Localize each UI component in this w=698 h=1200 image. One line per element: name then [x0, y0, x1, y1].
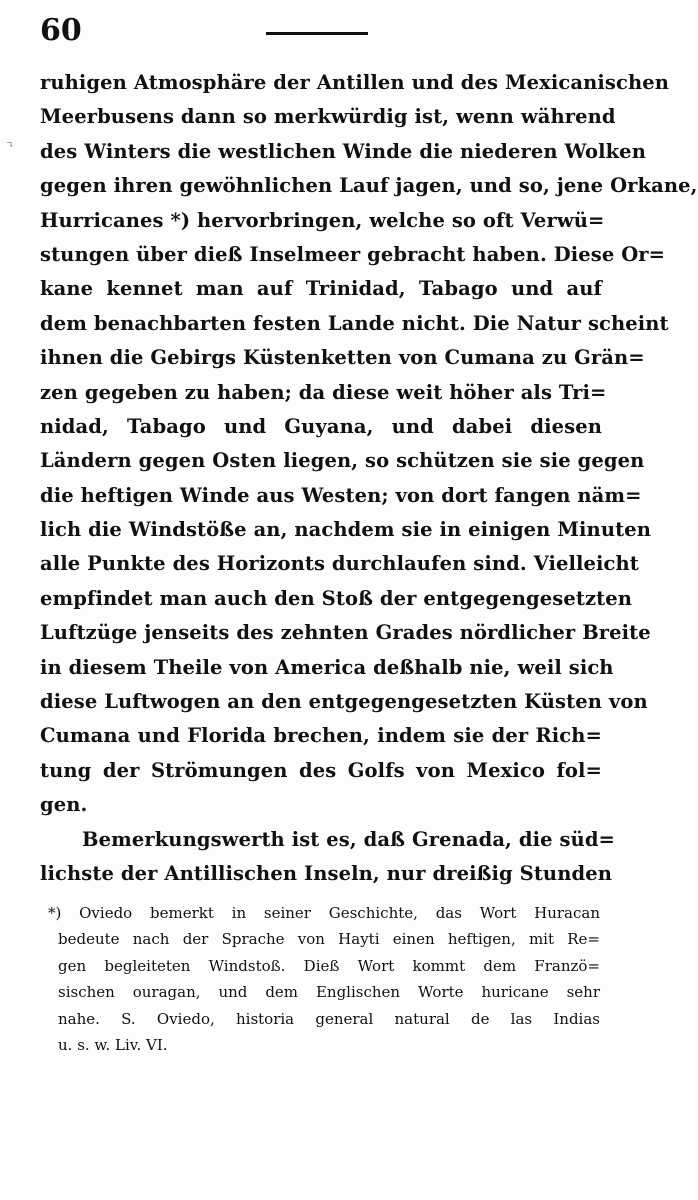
text-line: kane kennet man auf Trinidad, Tabago und auf — [40, 277, 602, 301]
text-line: diese Luftwogen an den entgegengesetzten Küsten von — [40, 690, 648, 714]
text-line: die heftigen Winde aus Westen; von dort fangen näm= — [40, 483, 642, 507]
main-text — [40, 66, 698, 891]
text-line: nidad, Tabago und Guyana, und dabei diesen — [40, 414, 602, 438]
text-line: dem benachbarten festen Lande nicht. Die Natur scheint — [40, 311, 669, 335]
text-line: stungen über dieß Inselmeer gebracht haben. Diese Or= — [40, 242, 666, 266]
text-line: Ländern gegen Osten liegen, so schützen sie sie gegen — [40, 449, 645, 473]
page-header — [40, 12, 600, 52]
text-line: empfindet man auch den Stoß der entgegengesetzten — [40, 586, 633, 610]
text-line: tung der Strömungen des Golfs von Mexico fol= — [40, 758, 602, 782]
footnote-line: u. s. w. Liv. VI. — [58, 1035, 168, 1054]
text-line: lich die Windstöße an, nachdem sie in einigen Minuten — [40, 518, 651, 542]
text-line: Cumana und Florida brechen, indem sie der Rich= — [40, 724, 602, 748]
footnote-line: bedeute nach der Sprache von Hayti einen heftigen, mit Re= — [58, 930, 600, 949]
margin-mark: ↴ — [6, 140, 15, 151]
text-line: des Winters die westlichen Winde die niederen Wolken — [40, 139, 646, 163]
footnote — [48, 900, 600, 1058]
footnote-line: *) Oviedo bemerkt in seiner Geschichte, das Wort Huracan — [48, 904, 600, 922]
text-line: lichste der Antillischen Inseln, nur dreißig Stunden — [40, 861, 612, 885]
text-line: gen. — [40, 793, 88, 817]
text-line: gegen ihren gewöhnlichen Lauf jagen, und so, jene Orkane, — [40, 174, 698, 198]
footnote-line: sischen ouragan, und dem Englischen Worte huricane sehr — [58, 983, 600, 1002]
text-line: zen gegeben zu haben; da diese weit höher als Tri= — [40, 380, 607, 404]
footnote-line: gen begleiteten Windstoß. Dieß Wort kommt dem Franzö= — [58, 956, 600, 975]
text-line: Hurricanes *) hervorbringen, welche so oft Verwü= — [40, 208, 605, 232]
paragraph-start-line: Bemerkungswerth ist es, daß Grenada, die süd= — [82, 827, 615, 851]
footnote-line: nahe. S. Oviedo, historia general natural de las Indias — [58, 1009, 600, 1028]
text-line: ruhigen Atmosphäre der Antillen und des Mexicanischen — [40, 71, 670, 94]
header-rule — [266, 32, 368, 35]
page-number: 60 — [40, 13, 82, 48]
text-line: Luftzüge jenseits des zehnten Grades nördlicher Breite — [40, 621, 651, 645]
text-line: in diesem Theile von America deßhalb nie, weil sich — [40, 655, 614, 679]
text-line: Meerbusens dann so merkwürdig ist, wenn während — [40, 105, 616, 129]
text-line: ihnen die Gebirgs Küstenketten von Cumana zu Grän= — [40, 346, 645, 370]
text-line: alle Punkte des Horizonts durchlaufen sind. Vielleicht — [40, 552, 639, 576]
